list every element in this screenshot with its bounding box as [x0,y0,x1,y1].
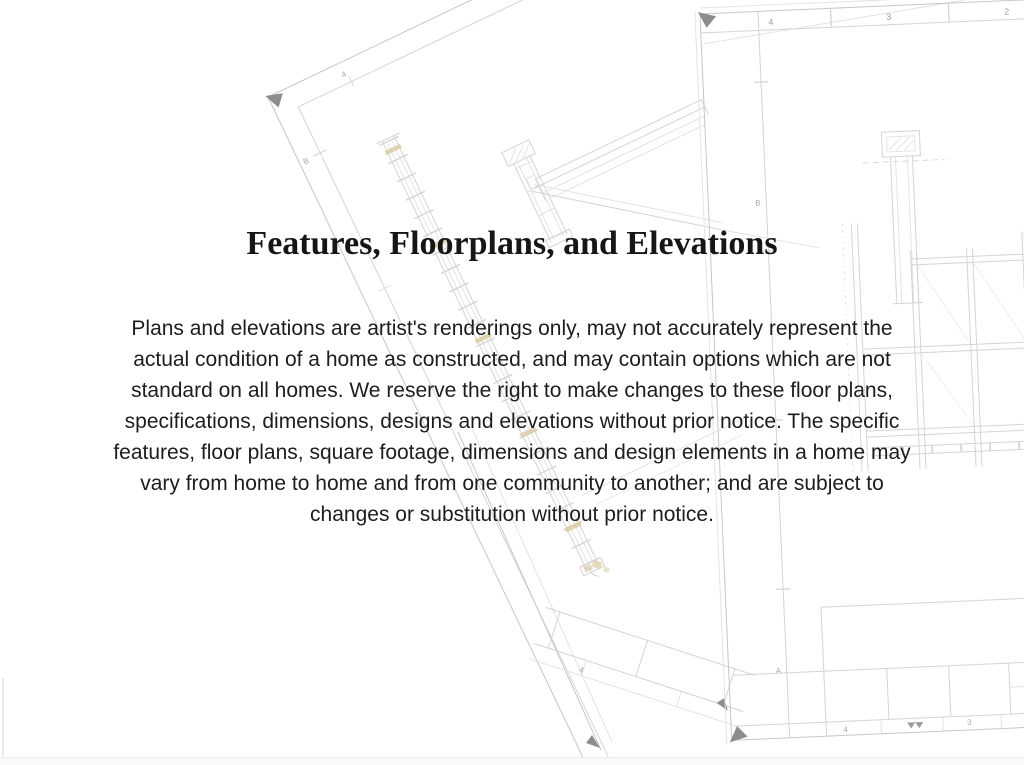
scale-marker-icon [915,722,923,728]
disclaimer-line: specifications, dimensions, designs and elevations without prior notice. The specific [124,410,900,433]
rafter-lines [530,85,819,348]
title-block [730,596,1024,740]
cornice-detail [526,96,711,204]
disclaimer-line: vary from home to home and from one community to another; and are subject to [140,472,884,495]
scale-marker-icon [907,722,915,728]
column-detail [861,129,950,304]
disclaimer-line: features, floor plans, square footage, dimensions and design elements in a home may [113,441,911,464]
disclaimer-line: standard on all homes. We reserve the right to make changes to these floor plans, [131,379,893,402]
grid-ref-label: 3 [966,717,972,728]
corner-arrow-icon [586,735,600,748]
grid-ref-label: A [775,666,782,676]
grid-ref-label: 2 [1003,6,1010,17]
bottom-edge-band [0,758,1024,765]
disclaimer-line: changes or substitution without prior notice. [310,503,714,526]
disclaimer-line: Plans and elevations are artist's renderings only, may not accurately represent the [131,317,893,340]
page-title: Features, Floorplans, and Elevations [246,225,778,262]
disclaimer-text [0,313,1024,530]
grid-ref-label: 4 [577,664,585,675]
grid-ref-label: 3 [886,11,892,22]
grid-ref-label: B [755,198,761,208]
grid-ref-label: 4 [340,69,348,80]
grid-ref-label: B [301,156,311,167]
grid-ref-label: 4 [843,725,849,735]
grid-ref-label: 4 [768,16,774,28]
corner-arrow-icon [265,89,287,111]
corner-arrow-icon [715,696,731,710]
disclaimer-line: actual condition of a home as constructed, and may contain options which are not [133,348,891,371]
